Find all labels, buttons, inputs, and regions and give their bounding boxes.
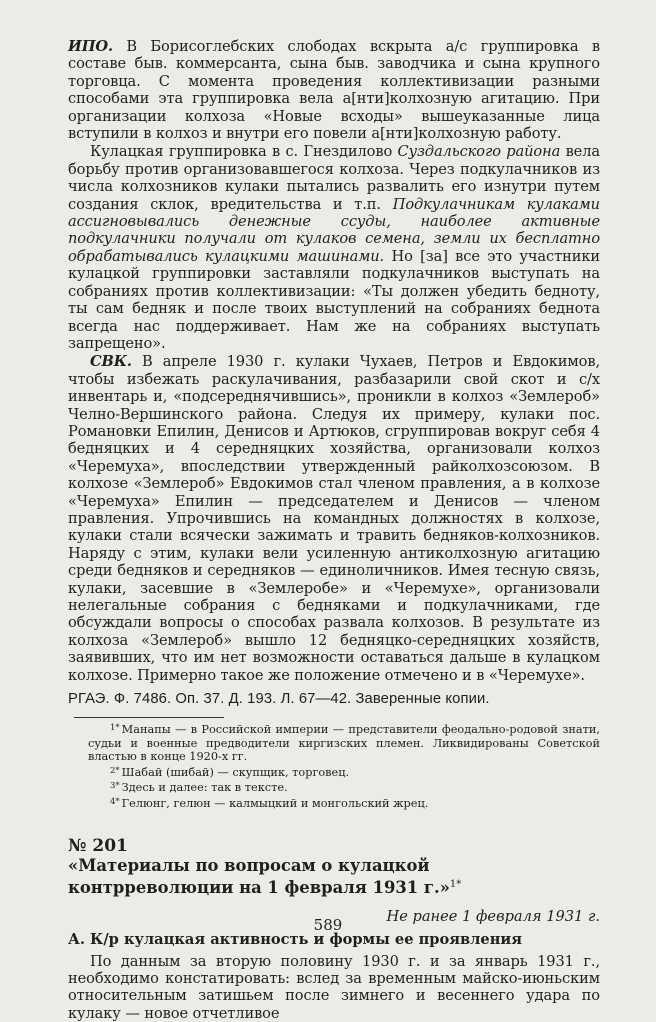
footnote-text: Манапы — в Российской империи — представители феодально-родовой знати, судьи и военные предводители киргизских племен. Ликвидированы Советской властью в конце 1920-х гг.: [88, 723, 600, 764]
paragraph-italic-district: Суздальского района: [397, 143, 561, 161]
paragraph-svk: [68, 353, 600, 684]
paragraph-italic-emphasis: Подкулачникам кулаками ассигновывались денежные ссуды, наиболее активные подкулачники получали от кулаков семена, земли их бесплатно обрабатывались кулацкими машинами.: [68, 195, 600, 265]
section-heading: А. К/р кулацкая активность и формы ее проявления: [68, 930, 522, 948]
document-title-mark: 1*: [449, 878, 462, 890]
paragraph-text: В Борисоглебских слободах вскрыта а/с группировка в составе быв. коммерсанта, сына быв. заводчика и сына крупного торговца. С момента проведения коллективизации разными способами эта группировка вела а[нти]колхозную агитацию. При организации колхоза «Новые всходы» вышеуказанные лица вступили в колхоз и внутри его повели а[нти]колхозную работу.: [68, 38, 600, 143]
footnote-text: Гелюнг, гелюн — калмыцкий и монгольский жрец.: [121, 797, 429, 810]
archive-reference: РГАЭ. Ф. 7486. Оп. 37. Д. 193. Л. 67—42. Заверенные копии.: [68, 691, 490, 708]
document-date: Не ранее 1 февраля 1931 г.: [386, 907, 600, 925]
footnote-text: Шабай (шибай) — скупщик, торговец.: [121, 765, 350, 779]
paragraph-ipo: [68, 38, 600, 142]
footnote-text: Здесь и далее: так в тексте.: [121, 781, 288, 795]
footnotes: [88, 722, 600, 811]
document-title: [68, 856, 600, 897]
page-number: 589: [313, 916, 343, 934]
footnote-4: [88, 796, 600, 811]
footnote-2: [88, 765, 600, 780]
paragraph-lead-ipo: ИПО.: [68, 38, 113, 55]
footnote-mark: 2*: [110, 765, 120, 776]
footnote-mark: 1*: [110, 723, 120, 734]
footnote-1: [88, 722, 600, 764]
paragraph-text: В апреле 1930 г. кулаки Чухаев, Петров и Евдокимов, чтобы избежать раскулачивания, разбазарили свой скот и с/х инвентарь и, «подсереднячившись», проникли в колхоз «Землероб» Челно-Вершинского района. Следуя их примеру, кулаки пос. Романовки Епилин, Денисов и Артюков, сгруппировав вокруг себя 4 бедняцких и 4 середняцких хозяйства, организовали колхоз «Черемуха», впоследствии утвержденный райколхозсоюзом. В колхозе «Землероб» Евдокимов стал членом правления, а в колхозе «Черемуха» Епилин — председателем и Денисов — членом правления. Упрочившись на командных должностях в колхозе, кулаки стали всячески зажимать и травить бедняков-колхозников. Наряду с этим, кулаки вели усиленную антиколхозную агитацию среди бедняков и середняков — единоличников. Имея тесную связь, кулаки, засевшие в «Землеробе» и «Черемухе», организовали нелегальные собрания с бедняками и подкулачниками, где обсуждали вопросы о способах развала колхозов. В результате из колхоза «Землероб» вышло 12 бедняцко-середняцких хозяйств, заявивших, что им нет возможности оставаться дальше в кулацком колхозе. Примерно такое же положение отмечено и в «Черемухе».: [68, 353, 600, 684]
footnote-mark: 3*: [110, 781, 120, 792]
footnote-3: [88, 780, 600, 795]
footnote-divider: [74, 717, 224, 718]
document-number: № 201: [68, 835, 128, 856]
paragraph-intro: По данным за вторую половину 1930 г. и за январь 1931 г., необходимо констатировать: вслед за временным майско-июньским относительным затишьем после зимнего и весеннего удара по кулаку — новое отчетливое: [68, 952, 600, 1022]
paragraph-lead-svk: СВК.: [90, 353, 132, 371]
paragraph-text: Но [за] все это участники кулацкой группировки заставляли подкулачников выступать на собраниях против коллективизации: «Ты должен убедить бедноту, ты сам бедняк и после твоих выступлений на собраниях беднота всегда нас поддерживает. Нам же на собраниях выступать запрещено».: [68, 247, 600, 352]
paragraph-text: вела борьбу против организовавшегося колхоза. Через подкулачников из числа колхозников кулаки пытались развалить его изнутри путем создания склок, вредительства и т.п.: [68, 143, 600, 213]
paragraph-gnezdilovo: [68, 143, 600, 352]
paragraph-text: Кулацкая группировка в с. Гнездилово: [90, 143, 398, 161]
footnote-mark: 4*: [110, 797, 120, 807]
document-title-text: «Материалы по вопросам о кулацкой контрреволюции на 1 февраля 1931 г.»: [68, 855, 450, 897]
